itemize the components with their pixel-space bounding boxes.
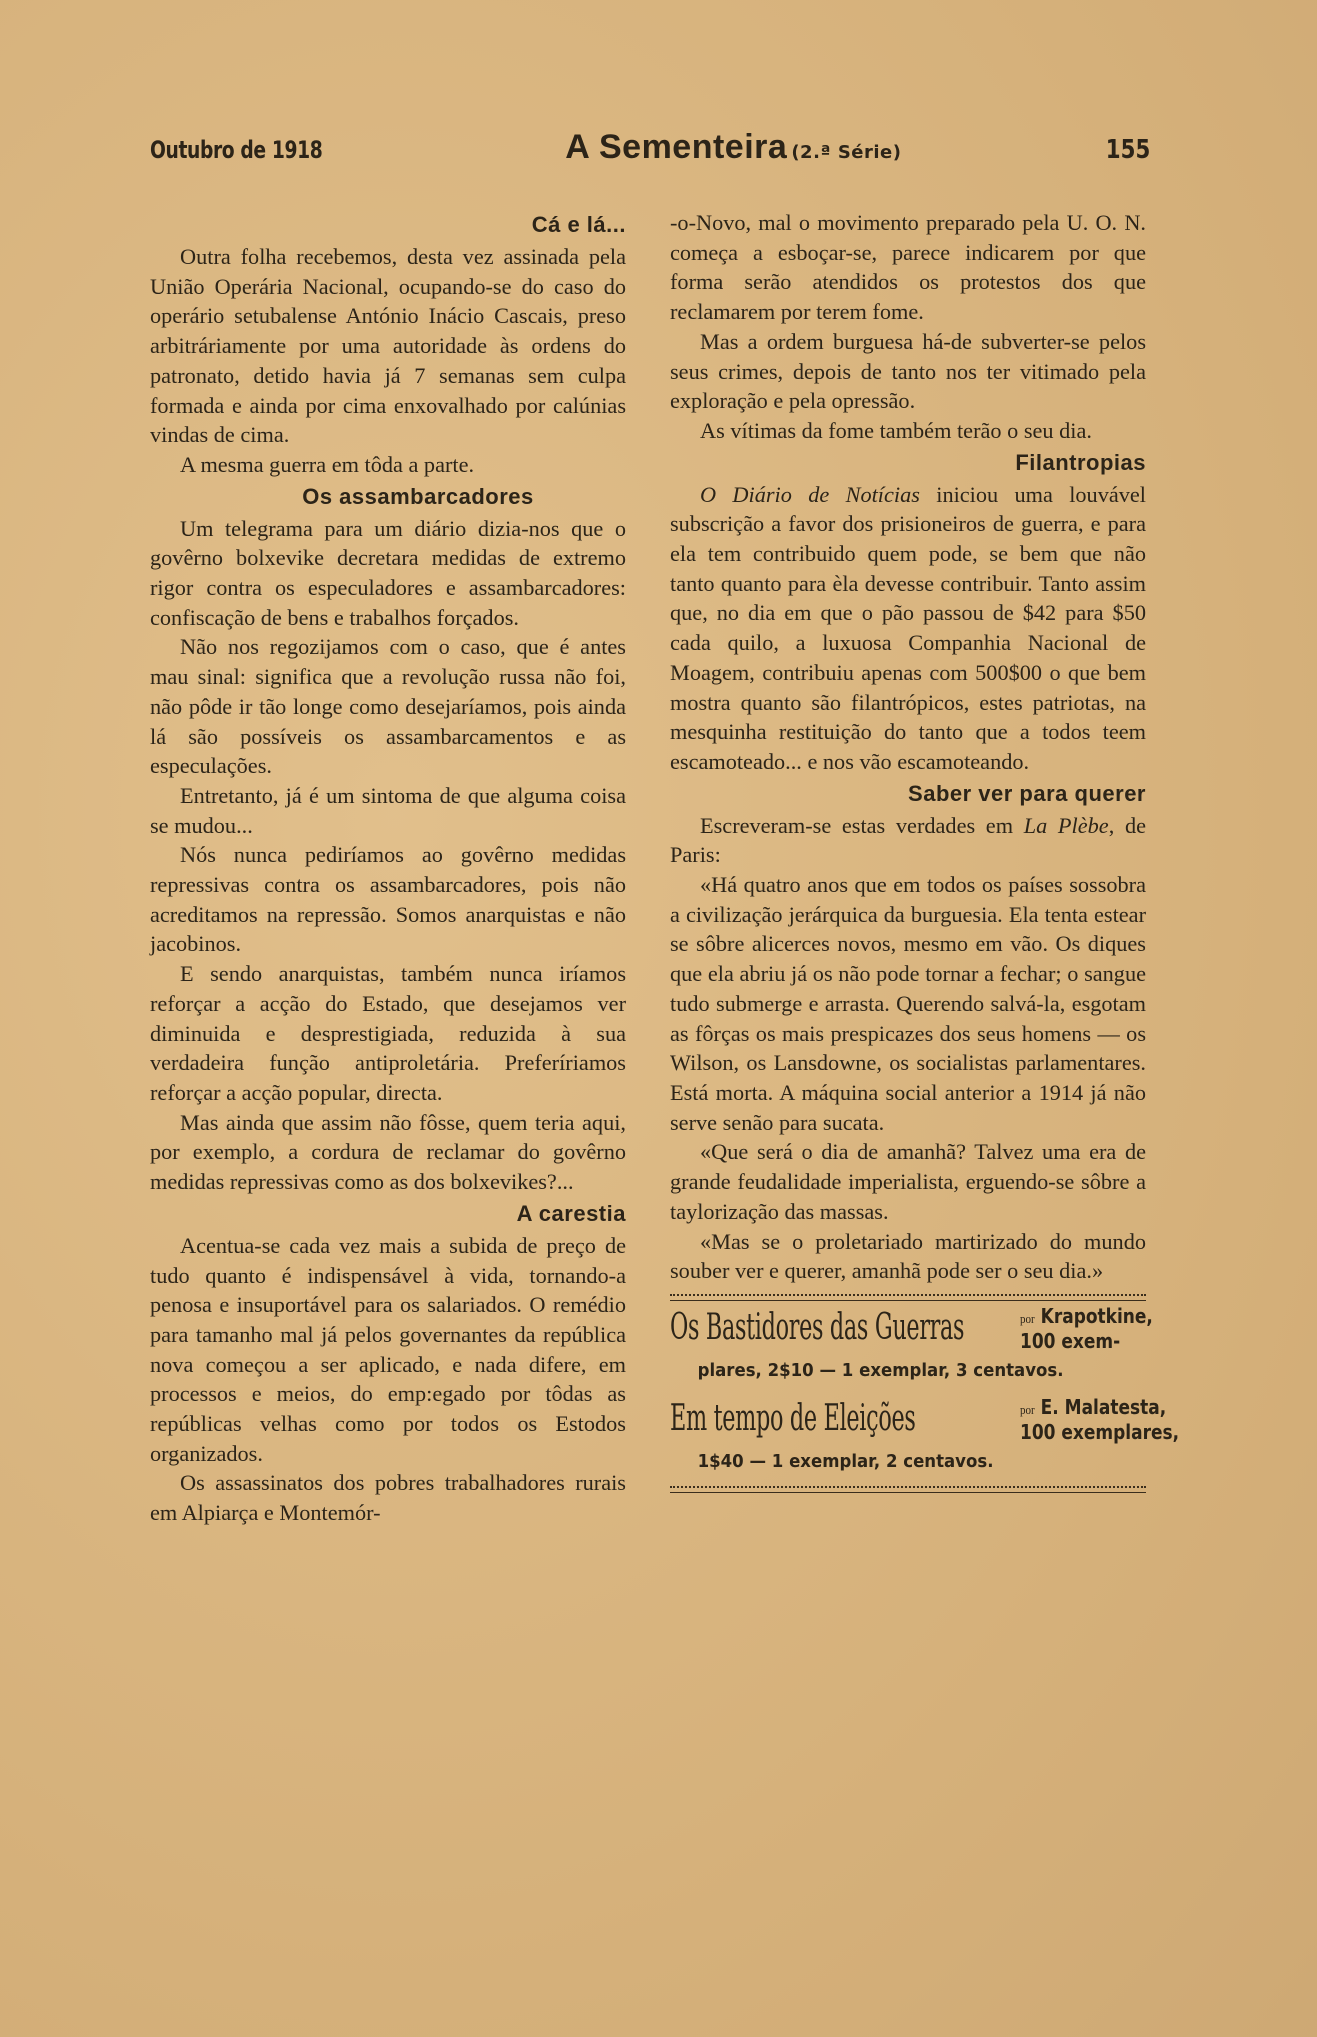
ad-price: 1$40 — 1 exemplar, 2 centavos.: [697, 1450, 994, 1472]
paragraph: Um telegrama para um diário dizia-nos que o govêrno bolxevike decretara medidas de extremo rigor contra os especuladores e assambarcadores: confiscação de bens e trabalhos forçados.: [150, 515, 626, 630]
ad-bastidores: [670, 1303, 1153, 1353]
ad-por: por: [1020, 1310, 1035, 1326]
section-title-assambarcadores: Os assambarcadores: [302, 483, 534, 509]
ad-por: por: [1020, 1401, 1035, 1417]
right-column: [670, 208, 1180, 1497]
paragraph: Não nos regozijamos com o caso, que é antes mau sinal: significa que a revolução russa não foi, não pôde ir tão longe como desejaríamos, pois ainda lá são possíveis os assambarcamentos e as especulações.: [150, 634, 626, 779]
paragraph: As vítimas da fome também terão o seu dia.: [700, 417, 1092, 443]
issue-date: Outubro de 1918: [150, 136, 323, 164]
publication-title: [565, 128, 901, 167]
paragraph: A mesma guerra em tôda a parte.: [180, 451, 475, 477]
ad-author: [1020, 1396, 1179, 1443]
book-ads: [670, 1294, 1180, 1493]
left-column: [150, 208, 626, 1528]
section-title-saber-ver: Saber ver para querer: [908, 780, 1146, 806]
paragraph: Nós nunca pediríamos ao govêrno medidas repressivas contra os assambarcadores, pois não acreditamos na repressão. Somos anarquistas e não jacobinos.: [150, 842, 626, 957]
paragraph-text: , de Paris:: [670, 812, 1146, 868]
paragraph: «Mas se o proletariado martirizado do mundo souber ver e querer, amanhã pode ser o seu dia.»: [670, 1228, 1146, 1284]
paragraph: [670, 480, 1146, 777]
paragraph: Os assassinatos dos pobres trabalhadores rurais em Alpiarça e Montemór-: [150, 1470, 626, 1526]
paragraph: «Há quatro anos que em todos os países sossobra a civilização jerárquica da burguesia. Ela tenta estear se sôbre alicerces novos, mesmo em vão. Os diques que ela abriu já os não pode tornar a fechar; o sangue tudo submerge e arrasta. Querendo salvá-la, esgotam as fôrças os mais prespicazes dos seus homens — os Wilson, os Lansdowne, os socialistas parlamentares. Está morta. A máquina social anterior a 1914 já não serve senão para sucata.: [670, 872, 1146, 1135]
ad-quantity: 100 exemplares,: [1020, 1419, 1180, 1444]
ad-author: [1020, 1305, 1153, 1352]
paragraph: Acentua-se cada vez mais a subida de preço de tudo quanto é indispensável à vida, tornando-a penosa e insuportável para os salariados. O remédio para tamanho mal já pelos governantes da república nova começou a ser aplicado, e nada difere, em processos e meios, do emp:egado por tôdas as repúblicas velhas como por todos os Estodos organizados.: [150, 1232, 626, 1466]
section-title-filantropias: Filantropias: [1015, 449, 1146, 475]
ad-book-title: Os Bastidores das Guerras: [670, 1307, 965, 1349]
ad-quantity: 100 exem-: [1020, 1328, 1121, 1353]
paragraph: Entretanto, já é um sintoma de que alguma coisa se mudou...: [150, 782, 626, 838]
page-number: 155: [1105, 135, 1150, 165]
paragraph: Mas ainda que assim não fôsse, quem teria aqui, por exemplo, a cordura de reclamar do govêrno medidas repressivas como as dos bolxevikes?...: [150, 1109, 626, 1195]
ad-price: plares, 2$10 — 1 exemplar, 3 centavos.: [697, 1359, 1064, 1381]
ad-book-title: Em tempo de Eleições: [670, 1398, 916, 1440]
ad-author-name: E. Malatesta,: [1040, 1394, 1167, 1419]
ad-eleicoes: [670, 1394, 1180, 1444]
ad-author-name: Krapotkine,: [1040, 1303, 1153, 1328]
paragraph: E sendo anarquistas, também nunca iríamos reforçar a acção do Estado, que desejamos ver diminuida e desprestigiada, reduzida à sua verdadeira função antiproletária. Preferíriamos reforçar a acção popular, directa.: [150, 961, 626, 1105]
paragraph-text: Escreveram-se estas verdades em: [700, 812, 1024, 838]
paragraph-text: iniciou uma louvável subscrição a favor dos prisioneiros de guerra, e para ela tem contribuido quem pode, se bem que não tanto quanto para èla devesse contribuir. Tanto assim que, no dia em que o pão passou de $42 para $50 cada quilo, a luxuosa Companhia Nacional de Moagem, contribuiu apenas com 500$00 o que bem mostra quanto são filantrópicos, estes patriotas, na mesquinha restituição do tanto que a todos teem escamoteado... e nos vão escamoteando.: [670, 481, 1146, 774]
paragraph: «Que será o dia de amanhã? Talvez uma era de grande feudalidade imperialista, erguendo-se sôbre a taylorização das massas.: [670, 1139, 1146, 1224]
paragraph: [670, 811, 1146, 870]
section-title-carestia: A carestia: [516, 1200, 626, 1226]
paragraph: Mas a ordem burguesa há-de subverter-se pelos seus crimes, depois de tanto nos ter vitimado pela exploração e pela opressão.: [670, 328, 1146, 414]
section-title-ca-e-la: Cá e lá...: [531, 212, 626, 237]
series-label: (2.ª Série): [791, 142, 902, 163]
paragraph: Outra folha recebemos, desta vez assinada pela União Operária Nacional, ocupando-se do caso do operário setubalense António Inácio Cascais, preso arbitráriamente por uma autoridade às ordens do patronato, detido havia já 7 semanas sem culpa formada e ainda por cima enxovalhado por calúnias vindas de cima.: [150, 244, 626, 448]
newspaper-name: La Plèbe: [1023, 812, 1109, 838]
paragraph: -o-Novo, mal o movimento preparado pela U. O. N. começa a esboçar-se, parece indicarem por que forma serão atendidos os protestos dos que reclamarem por terem fome.: [670, 210, 1146, 325]
divider: [670, 1294, 1146, 1301]
publication-name: A Sementeira: [565, 128, 788, 166]
divider: [670, 1486, 1146, 1493]
newspaper-name: O Diário de Notícias: [700, 481, 920, 507]
page-header: [150, 128, 1150, 172]
